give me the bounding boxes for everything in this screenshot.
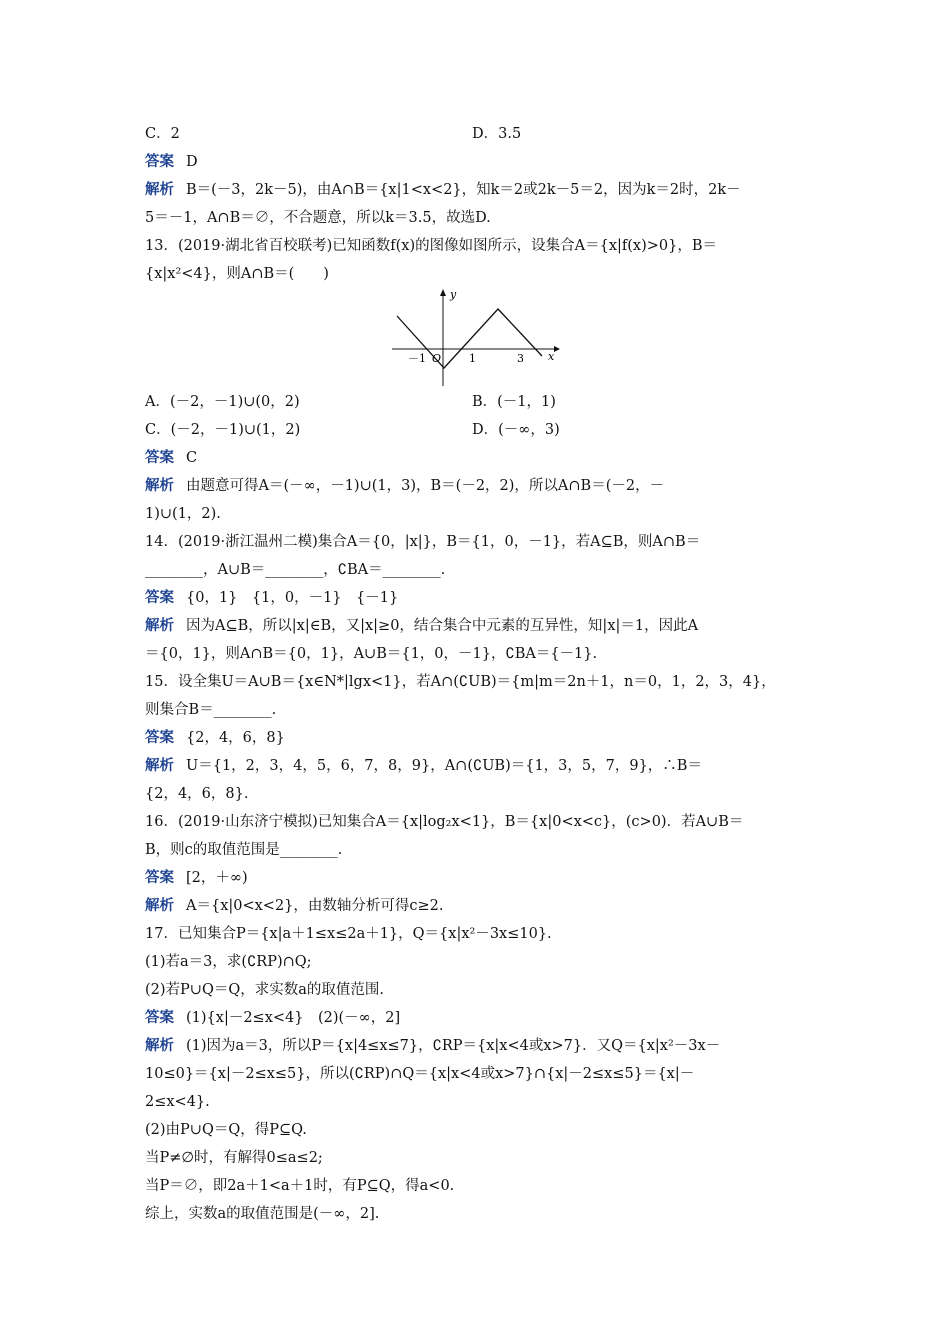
analysis-tag: 解析 bbox=[145, 181, 174, 198]
answer-tag: 答案 bbox=[145, 1009, 174, 1026]
y-axis-arrow bbox=[440, 289, 446, 296]
q17-solution-line2: 当P≠∅时，有解得0≤a≤2; bbox=[145, 1150, 323, 1166]
q15-analysis bbox=[145, 756, 702, 776]
tick-neg1: －1 bbox=[408, 352, 426, 365]
q12-answer bbox=[145, 152, 198, 172]
q14-answer-value: {0，1} {1，0，－1} {－1} bbox=[186, 590, 399, 606]
answer-tag: 答案 bbox=[145, 869, 174, 886]
tick-3: 3 bbox=[517, 352, 524, 365]
q13-option-c: C．(－2，－1)∪(1，2) bbox=[145, 422, 301, 438]
q15-answer bbox=[145, 728, 285, 748]
analysis-tag: 解析 bbox=[145, 757, 174, 774]
q16-answer bbox=[145, 868, 248, 888]
analysis-tag: 解析 bbox=[145, 617, 174, 634]
q15-stem-line1: 15．设全集U＝A∪B＝{x∈N*|lgx<1}，若A∩(∁UB)＝{m|m＝2n＋1，n＝0，1，2，3，4}， bbox=[145, 674, 776, 690]
analysis-tag: 解析 bbox=[145, 897, 174, 914]
q17-analysis bbox=[145, 1036, 720, 1056]
q14-analysis-line1: 因为A⊆B，所以|x|∈B，又|x|≥0，结合集合中元素的互异性，知|x|＝1，因此A bbox=[186, 618, 699, 634]
q17-analysis-line1: (1)因为a＝3，所以P＝{x|4≤x≤7}，∁RP＝{x|x<4或x>7}．又Q＝{x|x²－3x－ bbox=[186, 1038, 721, 1054]
origin-label: O bbox=[432, 352, 442, 365]
q12-analysis bbox=[145, 180, 741, 200]
answer-tag: 答案 bbox=[145, 729, 174, 746]
q17-solution-line4: 综上，实数a的取值范围是(－∞，2]. bbox=[145, 1206, 380, 1222]
q14-analysis bbox=[145, 616, 698, 636]
q12-answer-value: D bbox=[186, 154, 198, 170]
q12-analysis-line1: B＝(－3，2k－5)，由A∩B＝{x|1<x<2}，知k＝2或2k－5＝2，因为k＝2时，2k－ bbox=[186, 182, 741, 198]
answer-tag: 答案 bbox=[145, 589, 174, 606]
q17-answer bbox=[145, 1008, 400, 1028]
q13-option-a: A．(－2，－1)∪(0，2) bbox=[145, 394, 300, 410]
q15-analysis-line1: U＝{1，2，3，4，5，6，7，8，9}，A∩(∁UB)＝{1，3，5，7，9}，∴B＝ bbox=[186, 758, 702, 774]
analysis-tag: 解析 bbox=[145, 477, 174, 494]
q12-option-d: D．3.5 bbox=[472, 126, 522, 142]
q15-stem-line2: 则集合B＝________. bbox=[145, 702, 277, 718]
q13-option-b: B．(－1，1) bbox=[472, 394, 556, 410]
tick-1: 1 bbox=[469, 352, 476, 365]
q17-part1: (1)若a＝3，求(∁RP)∩Q; bbox=[145, 954, 312, 970]
q13-analysis-line2: 1)∪(1，2). bbox=[145, 506, 221, 522]
x-axis-arrow bbox=[554, 346, 560, 352]
q17-solution-line1: (2)由P∪Q＝Q，得P⊆Q. bbox=[145, 1122, 307, 1138]
q15-analysis-line2: {2，4，6，8}. bbox=[145, 786, 249, 802]
q15-answer-value: {2，4，6，8} bbox=[186, 730, 285, 746]
q13-stem-line1: 13．(2019·湖北省百校联考)已知函数f(x)的图像如图所示，设集合A＝{x|f(x)>0}，B＝ bbox=[145, 238, 718, 254]
q16-stem-line1: 16．(2019·山东济宁模拟)已知集合A＝{x|log₂x<1}，B＝{x|0<x<c}，(c>0)．若A∪B＝ bbox=[145, 814, 744, 830]
analysis-tag: 解析 bbox=[145, 1037, 174, 1054]
q17-answer-value: (1){x|－2≤x<4} (2)(－∞，2] bbox=[186, 1010, 401, 1026]
function-graph bbox=[392, 286, 562, 386]
answer-tag: 答案 bbox=[145, 153, 174, 170]
q13-answer bbox=[145, 448, 197, 468]
q17-solution-line3: 当P＝∅，即2a＋1<a＋1时，有P⊆Q，得a<0. bbox=[145, 1178, 455, 1194]
q16-analysis bbox=[145, 896, 444, 916]
q14-stem-line2: ________，A∪B＝________，∁BA＝________. bbox=[145, 562, 446, 578]
x-label: x bbox=[548, 350, 555, 363]
q17-part2: (2)若P∪Q＝Q，求实数a的取值范围. bbox=[145, 982, 384, 998]
q13-option-d: D．(－∞，3) bbox=[472, 422, 560, 438]
q16-analysis-line1: A＝{x|0<x<2}，由数轴分析可得c≥2. bbox=[186, 898, 444, 914]
q13-answer-value: C bbox=[186, 450, 198, 466]
q16-answer-value: [2，＋∞) bbox=[186, 870, 248, 886]
y-label: y bbox=[450, 288, 457, 301]
q14-analysis-line2: ＝{0，1}，则A∩B＝{0，1}，A∪B＝{1，0，－1}，∁BA＝{－1}. bbox=[145, 646, 598, 662]
answer-tag: 答案 bbox=[145, 449, 174, 466]
q13-analysis bbox=[145, 476, 664, 496]
q16-stem-line2: B，则c的取值范围是________. bbox=[145, 842, 343, 858]
q17-stem: 17．已知集合P＝{x|a＋1≤x≤2a＋1}，Q＝{x|x²－3x≤10}. bbox=[145, 926, 552, 942]
q12-option-c: C．2 bbox=[145, 126, 180, 142]
q17-analysis-line3: 2≤x<4}. bbox=[145, 1094, 210, 1110]
q13-analysis-line1: 由题意可得A＝(－∞，－1)∪(1，3)，B＝(－2，2)，所以A∩B＝(－2，－ bbox=[186, 478, 665, 494]
q17-analysis-line2: 10≤0}＝{x|－2≤x≤5}，所以(∁RP)∩Q＝{x|x<4或x>7}∩{x|－2≤x≤5}＝{x|－ bbox=[145, 1066, 695, 1082]
q14-answer bbox=[145, 588, 398, 608]
q13-stem-line2: {x|x²<4}，则A∩B＝( ) bbox=[145, 266, 329, 282]
q12-analysis-line2: 5＝－1，A∩B＝∅，不合题意，所以k＝3.5，故选D. bbox=[145, 210, 491, 226]
q14-stem-line1: 14．(2019·浙江温州二模)集合A＝{0，|x|}，B＝{1，0，－1}，若A⊆B，则A∩B＝ bbox=[145, 534, 701, 550]
